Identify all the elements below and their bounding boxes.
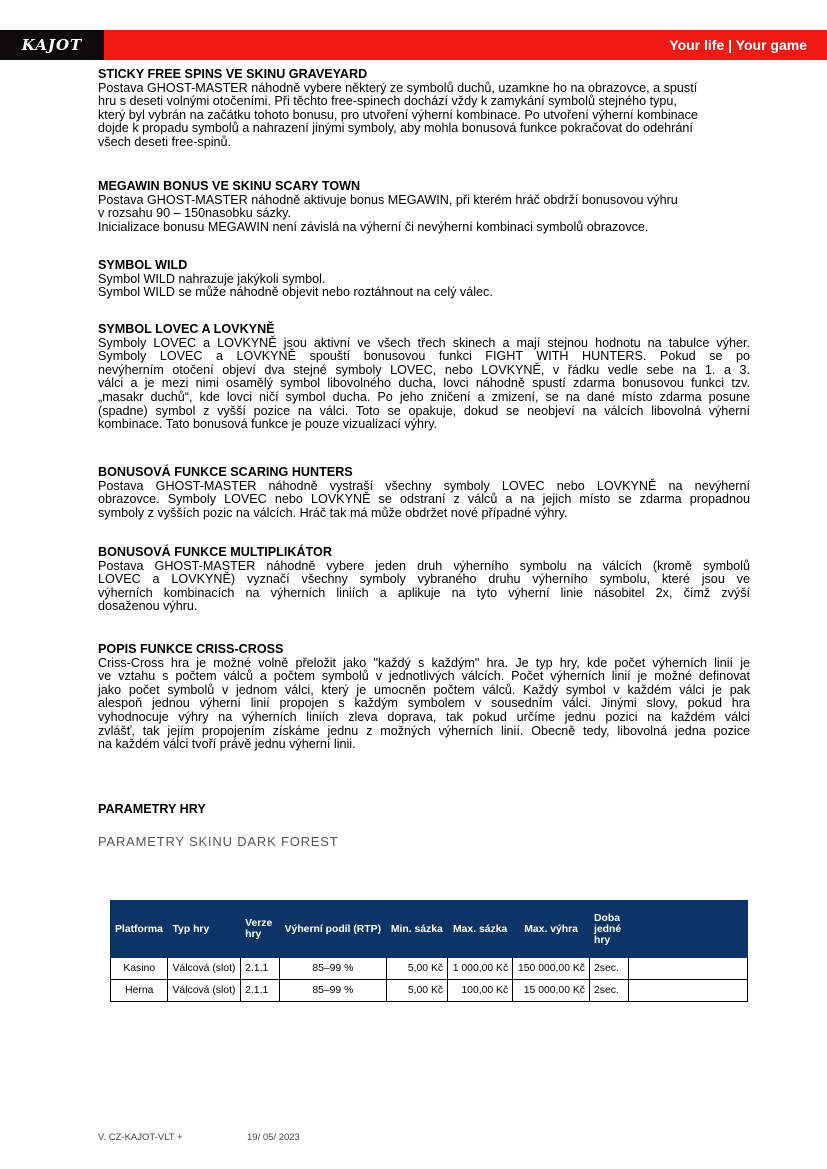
table-cell: 5,00 Kč	[386, 980, 448, 1002]
table-cell	[629, 980, 748, 1002]
table-cell: 85–99 %	[280, 980, 386, 1002]
column-header: Max. sázka	[448, 901, 513, 958]
table-cell: 100,00 Kč	[448, 980, 513, 1002]
body-line: Inicializace bonusu MEGAWIN není závislá na výherní či nevýherní kombinaci symbolů obrazovce.	[98, 219, 649, 234]
column-header: Max. výhra	[513, 901, 590, 958]
table-cell: 85–99 %	[280, 958, 386, 980]
body-line: alespoň jednou výherní linií propojen s každým symbolem v sousedním válci. Jinými slovy, pokud hra	[98, 696, 750, 711]
section	[98, 68, 750, 150]
column-header	[629, 901, 748, 958]
body-line: LOVEC a LOVKYNĚ) vyznačí všechny symboly vybraného druhu výherního symbolu, které jsou ve	[98, 572, 750, 587]
body-line: na každém válci tvoří právě jednu výherní linii.	[98, 737, 356, 752]
column-header: Min. sázka	[386, 901, 448, 958]
body-line: dojde k propadu symbolů a nahrazení jinými symboly, aby mohla bonusová funkce pokračovat do odehrání	[98, 121, 693, 136]
column-header: Verze hry	[241, 901, 280, 958]
section-title: BONUSOVÁ FUNKCE SCARING HUNTERS	[98, 465, 353, 479]
section	[98, 466, 750, 520]
body-line: Symboly LOVEC a LOVKYNĚ jsou aktivní ve všech třech skinech a mají stejnou hodnotu na tabulce výher.	[98, 335, 750, 350]
body-line: všech deseti free-spinů.	[98, 134, 232, 149]
params-heading: PARAMETRY HRY	[98, 802, 206, 816]
section-title: STICKY FREE SPINS VE SKINU GRAVEYARD	[98, 67, 368, 81]
body-line: Postava GHOST-MASTER náhodně aktivuje bonus MEGAWIN, při kterém hráč obdrží bonusovou výhru	[98, 192, 678, 207]
column-header: Platforma	[111, 901, 168, 958]
section	[98, 546, 750, 614]
table-cell: 2.1.1	[241, 958, 280, 980]
body-line: obrazovce. Symboly LOVEC nebo LOVKYNĚ se odstraní z válců a na jejich místo se zdarma propadnou	[98, 492, 750, 507]
section-title: MEGAWIN BONUS VE SKINU SCARY TOWN	[98, 179, 361, 193]
body-line: který byl vybrán na začátku tohoto bonusu, pro utvoření výherní kombinace. Po utvoření výherní kombinace	[98, 107, 698, 122]
body-line: Postava GHOST-MASTER náhodně vybere některý ze symbolů duchů, uzamkne ho na obrazovce, a spustí	[98, 80, 698, 95]
table-cell: 15 000,00 Kč	[513, 980, 590, 1002]
section	[98, 259, 750, 300]
section-title: SYMBOL LOVEC A LOVKYNĚ	[98, 322, 275, 336]
table-cell: Válcová (slot)	[168, 958, 241, 980]
column-header: Typ hry	[168, 901, 241, 958]
kajot-logo: KAJOT	[0, 30, 104, 60]
header-banner	[0, 30, 827, 60]
table-cell	[629, 958, 748, 980]
body-line: Postava GHOST-MASTER náhodně vystraší všechny symboly LOVEC nebo LOVKYNĚ na nevýherní	[98, 478, 750, 493]
slogan: Your life | Your game	[669, 37, 807, 53]
column-header: Výherní podíl (RTP)	[280, 901, 386, 958]
body-line: v rozsahu 90 – 150nasobku sázky.	[98, 206, 291, 221]
section	[98, 180, 750, 234]
section-title: POPIS FUNKCE CRISS-CROSS	[98, 642, 284, 656]
body-line: Symboly LOVEC a LOVKYNĚ spouští bonusovou funkci FIGHT WITH HUNTERS. Pokud se po	[98, 349, 750, 364]
body-line: „masakr duchů“, kde lovci ničí symbol ducha. Po jeho zničení a zmizení, se na dané místo zdarma posune	[98, 389, 750, 404]
table-row	[111, 958, 748, 980]
footer-date: 19/ 05/ 2023	[247, 1132, 300, 1143]
body-line: nevýherním otočení objeví dva stejné symboly LOVEC, nebo LOVKYNĚ, v řádku vedle sebe na 1. a 3.	[98, 362, 750, 377]
skin-subheading: PARAMETRY SKINU DARK FOREST	[98, 834, 339, 849]
column-header: Doba jedné hry	[590, 901, 629, 958]
body-line: Criss-Cross hra je možné volně přeložit jako "každý s každým" hra. Je typ hry, kde počet výherních linií je	[98, 655, 750, 670]
table-cell: 1 000,00 Kč	[448, 958, 513, 980]
body-line: kombinace. Tato bonusová funkce je pouze vizualizací výhry.	[98, 417, 438, 432]
body-line: Symbol WILD nahrazuje jakýkoli symbol.	[98, 271, 326, 286]
table-cell: 2.1.1	[241, 980, 280, 1002]
body-line: válci a je mezi nimi osamělý symbol libovolného ducha, lovci náhodně spustí zdarma bonusovou funkci tzv.	[98, 376, 750, 391]
body-line: vyhodnocuje výhry na výherních liniích zleva doprava, tak pokud určíme jednu pozici na každém válci	[98, 709, 750, 724]
section	[98, 643, 750, 752]
body-line: výherních kombinacích na výherních liniích a aplikuje na tyto výherní linie násobitel 2x, čímž zvýší	[98, 585, 750, 600]
table-cell: 2sec.	[590, 980, 629, 1002]
body-line: zvlášť, tak jejím propojením získáme jednu z možných výherních linií. Obecně tedy, libovolná jedna pozice	[98, 723, 750, 738]
body-line: dosaženou výhru.	[98, 599, 198, 614]
body-line: symboly z vyšších pozic na válcích. Hráč tak má může obdržet nové případné výhry.	[98, 505, 568, 520]
table-cell: 2sec.	[590, 958, 629, 980]
footer-version: V. CZ-KAJOT-VLT +	[98, 1132, 183, 1143]
body-line: hru s deseti volnými otočeními. Při těchto free-spinech dochází vždy k zamykání symbolů stejného typu,	[98, 94, 677, 109]
params-table	[110, 900, 748, 1002]
body-line: (spadne) symbol z vyšší pozice na válci. Toto se opakuje, dokud se neobjeví na válcích libovolná výherní	[98, 403, 750, 418]
section	[98, 323, 750, 432]
table-cell: Kasino	[111, 958, 168, 980]
table-cell: 150 000,00 Kč	[513, 958, 590, 980]
table-cell: Herna	[111, 980, 168, 1002]
table-cell: Válcová (slot)	[168, 980, 241, 1002]
table-cell: 5,00 Kč	[386, 958, 448, 980]
table-row	[111, 980, 748, 1002]
section-title: SYMBOL WILD	[98, 258, 188, 272]
body-line: Symbol WILD se může náhodně objevit nebo roztáhnout na celý válec.	[98, 285, 493, 300]
body-line: jako počet symbolů v jednom válci, který je umocněn počtem válců. Každý symbol v každém válci je pak	[98, 682, 750, 697]
body-line: Postava GHOST-MASTER náhodně vybere jeden druh výherního symbolu na válcích (kromě symbolů	[98, 558, 750, 573]
body-line: ve vztahu s počtem válců a počtem symbolů v jednotlivých válcích. Počet výherních linií je možné definovat	[98, 669, 750, 684]
section-title: BONUSOVÁ FUNKCE MULTIPLIKÁTOR	[98, 545, 332, 559]
